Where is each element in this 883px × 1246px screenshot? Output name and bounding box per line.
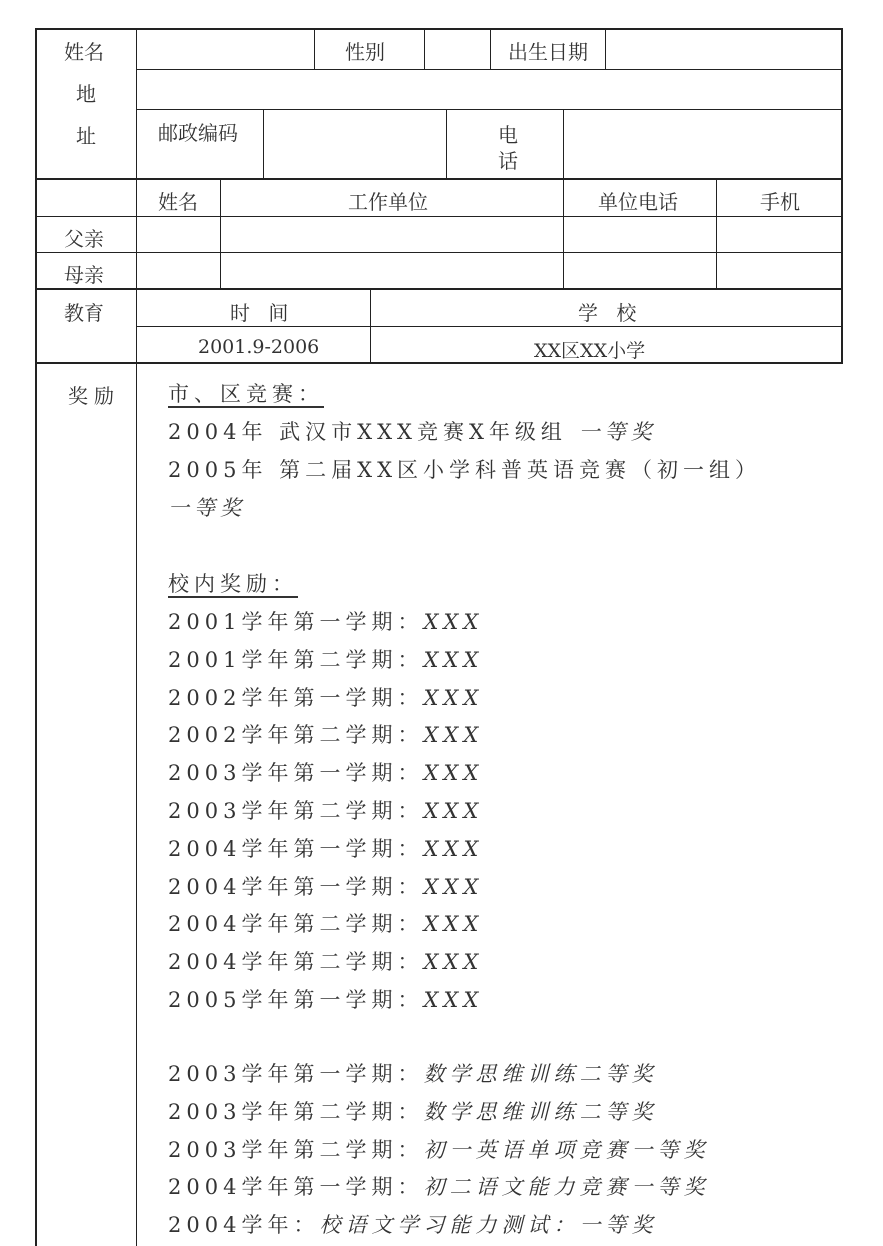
award-value: XXX (423, 836, 484, 861)
award-value: 初一英语单项竞赛一等奖 (423, 1137, 710, 1162)
award-year: 2005年 (168, 458, 268, 482)
award-term: 2004学年第一学期： (168, 874, 424, 899)
section-divider (35, 178, 843, 180)
award-value: XXX (423, 799, 484, 823)
award-value: 数学思维训练二等奖 (423, 1062, 658, 1086)
award-term: 2005学年第一学期： (168, 988, 424, 1012)
city-awards-heading: 市、区竞赛： (168, 382, 324, 406)
table-border-right (841, 28, 843, 363)
award-line (168, 946, 483, 976)
father-label: 父亲 (64, 227, 104, 251)
row-divider (35, 252, 842, 253)
award-line (168, 1209, 657, 1239)
city-award-item-continuation: 一等奖 (168, 496, 246, 520)
award-line (168, 1171, 709, 1201)
label-column-divider (136, 28, 137, 1246)
award-value: 数学思维训练二等奖 (423, 1099, 658, 1124)
award-term: 2003学年第二学期： (168, 799, 424, 823)
award-value: XXX (423, 723, 484, 748)
award-line (168, 682, 483, 712)
cell-divider (716, 179, 717, 289)
cell-divider (263, 109, 264, 179)
award-term: 2001学年第二学期： (168, 647, 424, 672)
family-work-phone-header: 单位电话 (598, 190, 678, 214)
award-value: XXX (423, 685, 484, 710)
award-result: 一等奖 (566, 420, 657, 444)
award-term: 2004学年第二学期： (168, 912, 424, 937)
school-awards-heading: 校内奖励： (168, 572, 298, 596)
award-term: 2002学年第二学期： (168, 723, 424, 748)
award-term: 2003学年第一学期： (168, 761, 424, 786)
award-value: XXX (423, 874, 484, 899)
birth-date-label: 出生日期 (508, 40, 588, 64)
award-text: 武汉市XXX竞赛X年级组 (267, 420, 567, 444)
award-line (168, 984, 483, 1014)
table-border-left (35, 28, 37, 1246)
education-school: XX区XX小学 (534, 340, 646, 362)
row-divider (136, 326, 842, 327)
cell-divider (220, 179, 221, 289)
row-divider (35, 216, 842, 217)
section-divider (35, 362, 843, 364)
award-line (168, 908, 483, 938)
row-divider (136, 109, 842, 110)
award-line (168, 1134, 709, 1164)
education-school-header: 学 校 (578, 301, 643, 325)
name-label: 姓名 (64, 40, 104, 64)
address-label-top: 地 (76, 82, 96, 106)
award-year: 2004年 (168, 420, 268, 444)
award-line (168, 833, 483, 863)
education-label: 教育 (64, 301, 104, 325)
cell-divider (563, 179, 564, 289)
award-term: 2003学年第二学期： (168, 1137, 424, 1162)
family-name-header: 姓名 (158, 190, 198, 214)
award-line (168, 795, 483, 825)
award-value: XXX (423, 610, 484, 634)
cell-divider (446, 109, 447, 179)
award-value: XXX (423, 647, 484, 672)
cell-divider (490, 28, 491, 69)
postcode-label: 邮政编码 (158, 121, 238, 145)
award-term: 2004学年： (168, 1213, 320, 1238)
award-term: 2003学年第二学期： (168, 1099, 424, 1124)
award-line (168, 871, 483, 901)
cell-divider (424, 28, 425, 69)
address-label-bottom: 址 (76, 124, 96, 148)
awards-label: 奖励 (68, 384, 120, 408)
cell-divider (605, 28, 606, 69)
award-text: 第二届XX区小学科普英语竞赛（初一组） (267, 458, 762, 482)
award-value: XXX (423, 988, 484, 1012)
award-term: 2004学年第一学期： (168, 836, 424, 861)
city-award-item (168, 454, 761, 484)
cell-divider (370, 289, 371, 363)
award-term: 2004学年第二学期： (168, 950, 424, 975)
mother-label: 母亲 (64, 263, 104, 287)
education-time-header: 时 间 (230, 301, 295, 325)
city-award-item (168, 416, 657, 446)
education-time: 2001.9-2006 (198, 336, 320, 358)
award-term: 2002学年第一学期： (168, 685, 424, 710)
row-divider (136, 69, 842, 70)
award-line (168, 1096, 657, 1126)
award-term: 2001学年第一学期： (168, 610, 424, 634)
cell-divider (314, 28, 315, 69)
gender-label: 性别 (345, 40, 385, 64)
award-value: XXX (423, 761, 484, 786)
section-divider (35, 288, 843, 290)
family-employer-header: 工作单位 (348, 190, 428, 214)
award-line (168, 606, 483, 636)
award-line (168, 644, 483, 674)
award-line (168, 757, 483, 787)
phone-label-bottom: 话 (498, 149, 518, 173)
award-term: 2004学年第一学期： (168, 1175, 424, 1200)
phone-label-top: 电 (498, 123, 518, 147)
award-value: 初二语文能力竞赛一等奖 (423, 1175, 710, 1200)
award-value: 校语文学习能力测试：一等奖 (319, 1213, 658, 1238)
award-value: XXX (423, 950, 484, 975)
table-top-border (35, 28, 843, 30)
award-line (168, 719, 483, 749)
award-line (168, 1058, 657, 1088)
award-value: XXX (423, 912, 484, 937)
family-mobile-header: 手机 (760, 190, 800, 214)
award-term: 2003学年第一学期： (168, 1062, 424, 1086)
cell-divider (563, 109, 564, 179)
